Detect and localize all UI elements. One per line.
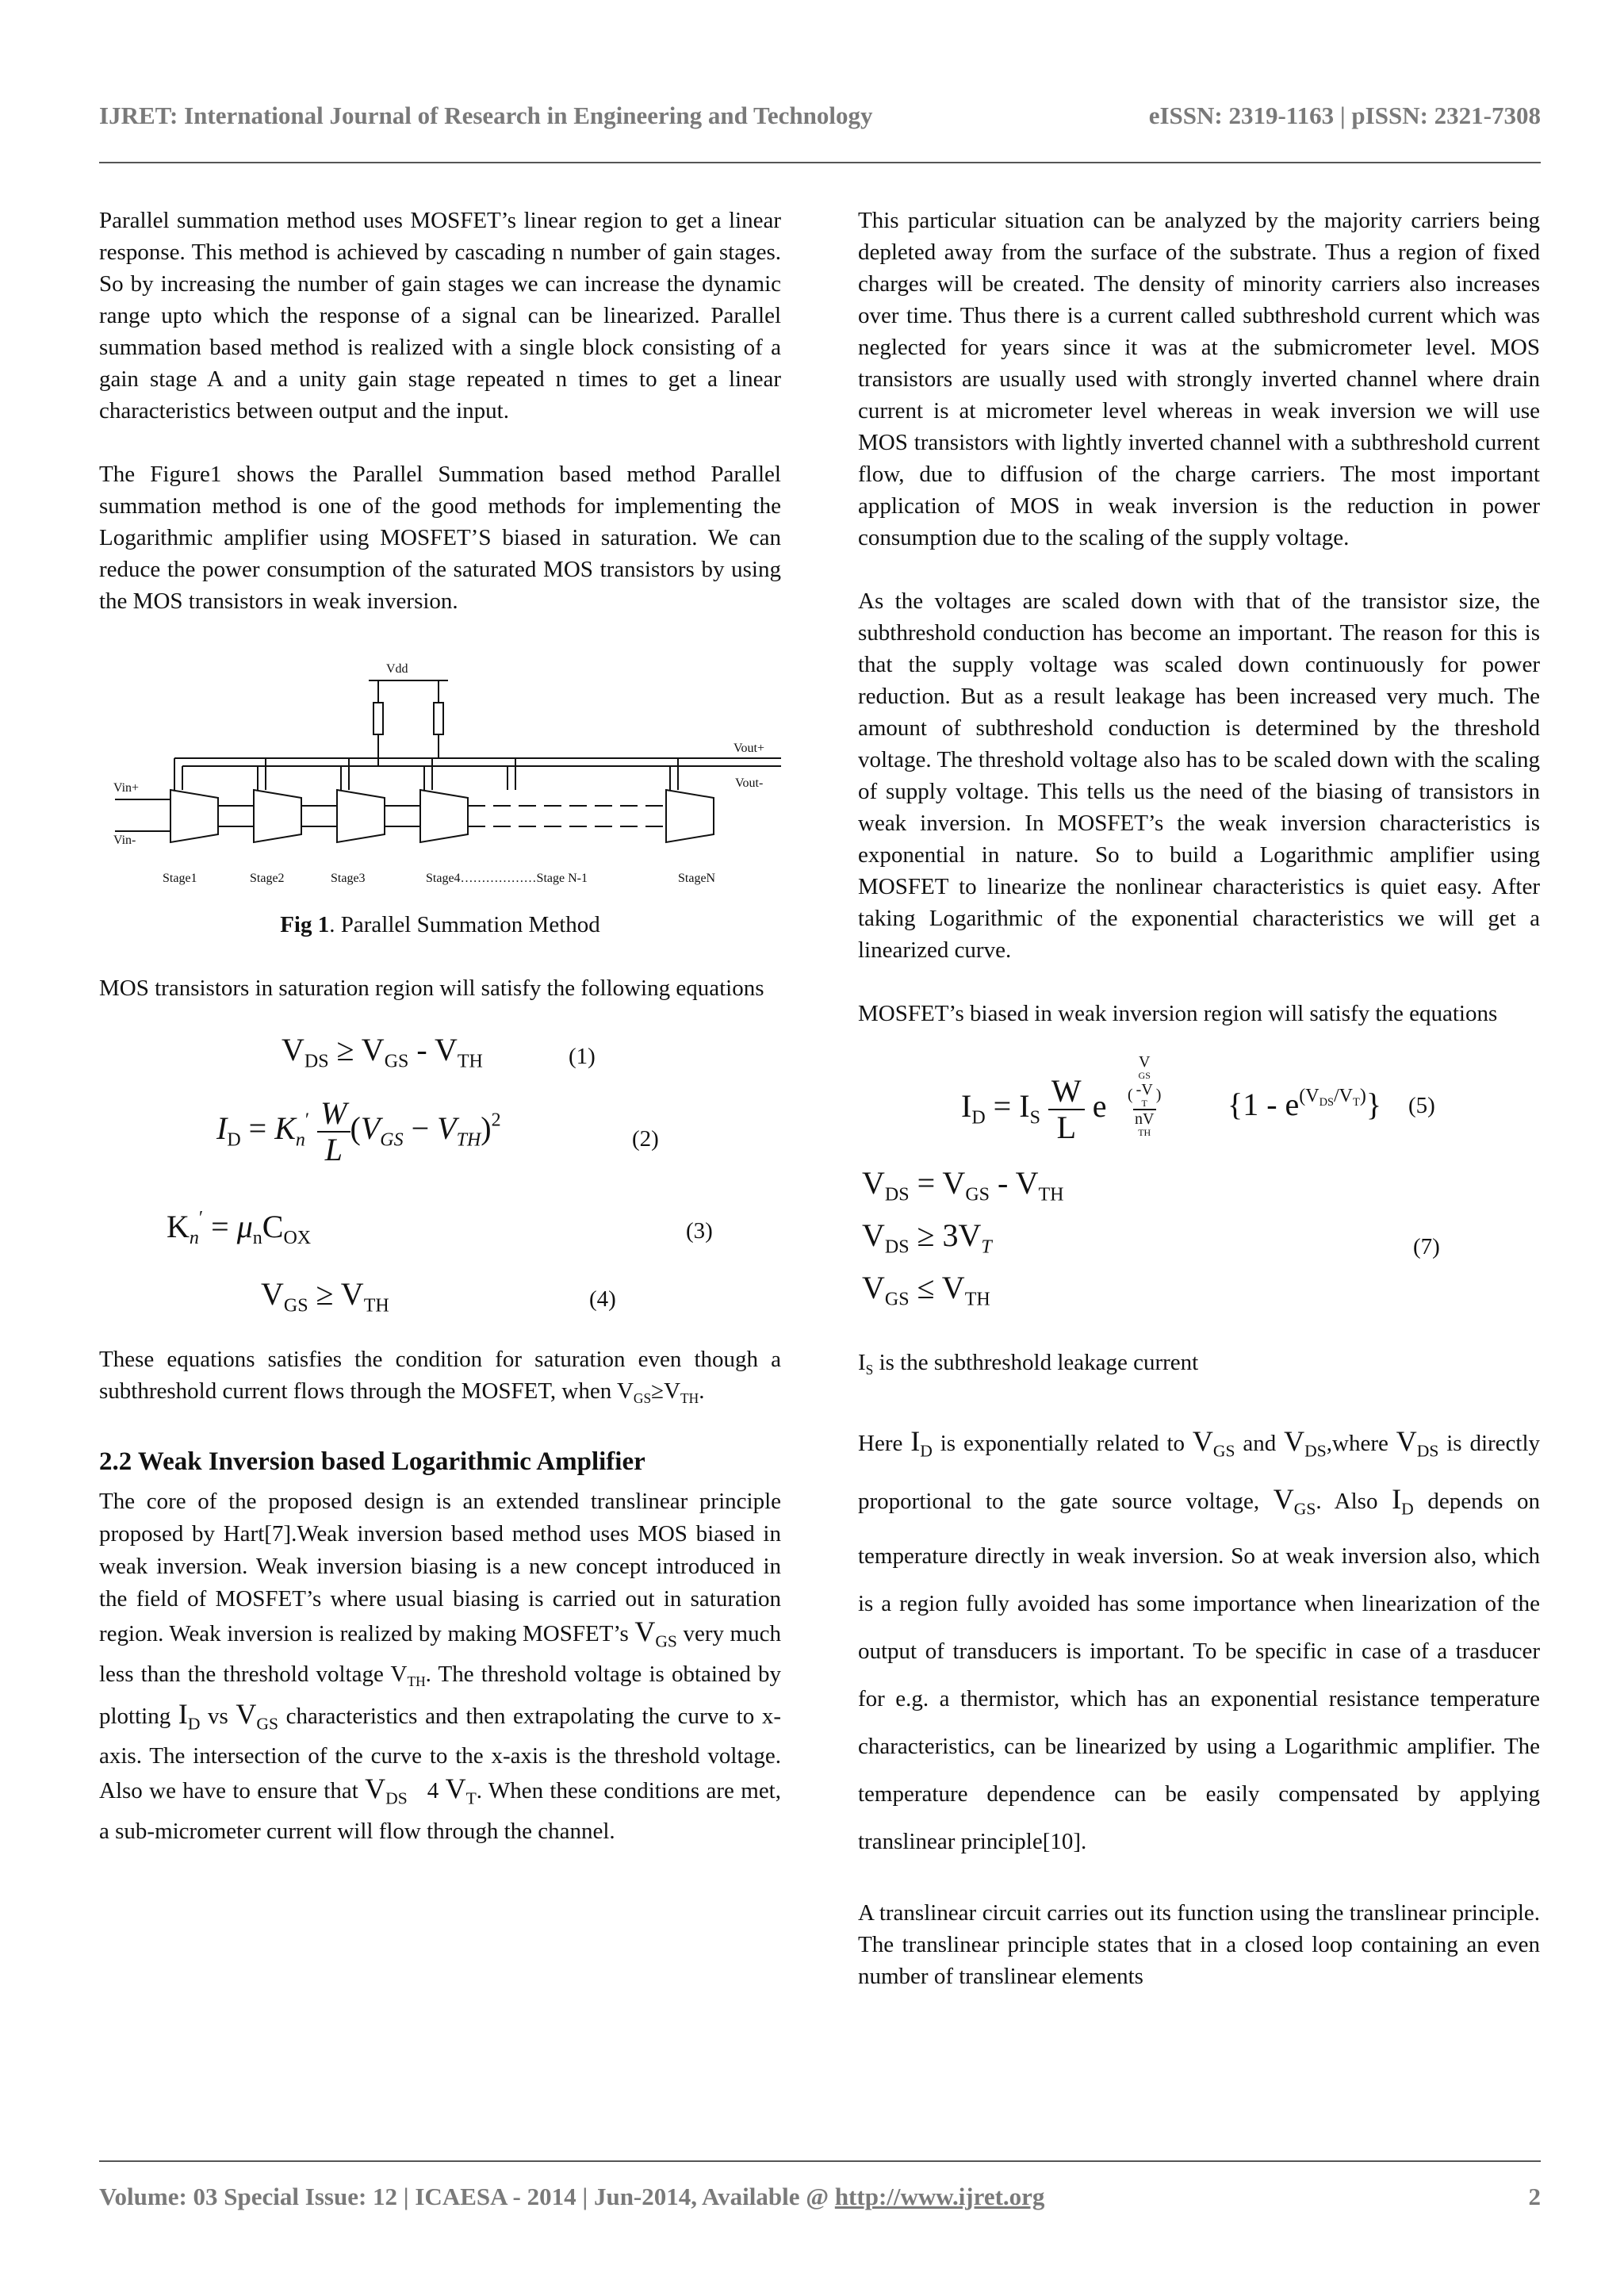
figure-parallel-summation [99,647,781,909]
section-title: 2.2 Weak Inversion based Logarithmic Amplifier [99,1447,645,1477]
page-number: 2 [1528,2183,1541,2210]
paragraph: The core of the proposed design is an extended translinear principle proposed by Hart[7].Weak inversion based method uses MOS biased in weak inversion. Weak inversion biasing is a new concept introduced in the field of MOSFET’s where usual biasing is carried out in saturation region. Weak inversion is realized by making MOSFET’s $V_{GS}$ very much less than the threshold voltage $V_{TH}$. The threshold voltage is obtained by plotting $I_D$ vs $V_{GS}$ characteristics and then extrapolating the curve to x-axis. The intersection of the curve to the x-axis is the threshold voltage. Also we have to ensure that $V_{DS}$ 4 $V_T$. When these conditions are met, a sub-micrometer current will flow through the channel. [99,1489,781,1844]
equation-number: (5) [1408,1093,1435,1118]
circuit-diagram [99,647,781,909]
header-rule [99,162,1541,163]
paragraph: Parallel summation method uses MOSFET’s linear region to get a linear response. This method is achieved by cascading n number of gain stages. So by increasing the number of gain stages we can increase the dynamic range upto which the response of a signal can be linearized. Parallel summation based method is realized with a single block consisting of a gain stage A and a unity gain stage repeated n times to get a linear characteristics between output and the input. [99,208,781,424]
volume-info: Volume: 03 Special Issue: 12 | ICAESA - 2014 | Jun-2014, Available @ http://www.ijret.org [99,2183,1045,2210]
paragraph: A translinear circuit carries out its function using the translinear principle. The translinear principle states that in a closed loop containing an even number of translinear elements [858,1900,1540,1990]
stage2-label: Stage2 [250,872,285,885]
vout-minus-label: Vout- [735,776,764,790]
paragraph: As the voltages are scaled down with that of the transistor size, the subthreshold conduction has become an important. The reason for this is that the supply voltage was scaled down continuously for power reduction. But as a result leakage has been increased very much. The amount of subthreshold conduction is determined by the threshold voltage. The threshold voltage also has to be scaled down with the scaling of supply voltage. This tells us the need of the biasing of transistors in weak inversion. In MOSFET’s the weak inversion characteristics is exponential in nature. So to build a Logarithmic amplifier using MOSFET to linearize the nonlinear characteristics is quiet easy. After taking Logarithmic of the exponential characteristics we will get a linearized curve. [858,588,1540,963]
equation-number: (2) [632,1126,659,1152]
stage3-label: Stage3 [331,872,366,885]
equation-number: (1) [569,1044,596,1069]
stage1-amp [170,790,218,842]
equation-4: $V_{GS} \ge V_{TH}$ (4) [261,1276,616,1317]
stagen-amp [666,790,714,842]
vdd-label: Vdd [386,662,408,676]
journal-link[interactable]: http://www.ijret.org [834,2183,1045,2210]
figure-caption-label: Fig 1 [280,912,330,937]
paragraph: These equations satisfies the condition for saturation even though a subthreshold current flows through the MOSFET, when $V_{GS}\ge V_{TH}$. [99,1347,781,1407]
page-footer [99,2183,1541,2222]
stage2-amp [254,790,301,842]
stage3-amp [337,790,385,842]
paragraph: The Figure1 shows the Parallel Summation based method Parallel summation method is one of the good methods for implementing the Logarithmic amplifier using MOSFET’S biased in saturation. We can reduce the power consumption of the saturated MOS transistors by using the MOS transistors in weak inversion. [99,462,781,614]
left-column [99,205,781,1848]
paragraph: Here $I_D$ is exponentially related to $V_{GS}$ and $V_{DS},where$ $V_{DS}$ is directly proportional to the gate source voltage, $V_{GS}$. Also $I_D$ depends on temperature directly in weak inversion. So at weak inversion also, which is a region fully avoided has some importance when linearization of the output of transducers is important. To be specific in case of a trasducer for e.g. a thermistor, which has an exponential resistance temperature characteristics, can be linearized by using a Logarithmic amplifier. The temperature dependence can be easily compensated by applying translinear principle[10]. [858,1425,1541,1855]
stage4-label: Stage4………………Stage N-1 [426,872,588,885]
equation-number: (3) [686,1218,713,1244]
figure-caption-text: . Parallel Summation Method [329,912,600,937]
stagen-label: StageN [678,872,716,885]
issn-info: eISSN: 2319-1163 | pISSN: 2321-7308 [1148,102,1541,129]
figure-caption [99,909,781,941]
stage4-amp [420,790,468,842]
journal-title: IJRET: International Journal of Research in Engineering and Technology [99,102,873,129]
footer-rule [99,2160,1541,2162]
page-header [99,94,1541,141]
paragraph: This particular situation can be analyzed by the majority carriers being depleted away from the surface of the substrate. Thus a region of fixed charges will be created. The density of minority carriers also increases over time. Thus there is a current called subthreshold current which was neglected for years since it was at the submicrometer level. MOS transistors are usually used with strongly inverted channel where drain current is at micrometer level whereas in weak inversion we will use MOS transistors with lightly inverted channel with a subthreshold current flow, due to diffusion of the charge carriers. The most important application of MOS in weak inversion is the reduction in power consumption due to the scaling of the supply voltage. [858,208,1540,550]
vout-plus-label: Vout+ [733,742,764,755]
equation-2: $I_D = K_n'$ $\frac{W}{L}$ $(V_{GS} - V_{TH})^2$ (2) [216,1095,659,1167]
stage1-label: Stage1 [163,872,197,885]
right-column [858,205,1540,1992]
equation-3: $K_n' = \mu_nC_{OX}$ (3) [167,1208,713,1249]
equation-7: $V_{DS} = V_{GS} - V_{TH}$ $V_{DS} \ge 3V_T$ $V_{GS} \le V_{TH}$ (7) [862,1165,1440,1310]
vin-plus-label: Vin+ [113,781,140,795]
paragraph: $I_S$ is the subthreshold leakage current [858,1350,1199,1378]
equation-1: $V_{DS} \ge V_{GS} - V_{TH}$ (1) [282,1032,596,1072]
equation-number: (7) [1413,1234,1440,1259]
paragraph: MOSFET’s biased in weak inversion region will satisfy the equations [858,1001,1498,1026]
equation-5: $I_D = I_S$ $\frac{W}{L}$ e ( V GS -V T nV TH ) $\{1 - e^{(V_{DS}/V_T)}\}$ (5) [961,1053,1435,1145]
vin-minus-label: Vin- [113,834,136,847]
paragraph: MOS transistors in saturation region will satisfy the following equations [99,976,764,1001]
equation-number: (4) [589,1286,616,1312]
